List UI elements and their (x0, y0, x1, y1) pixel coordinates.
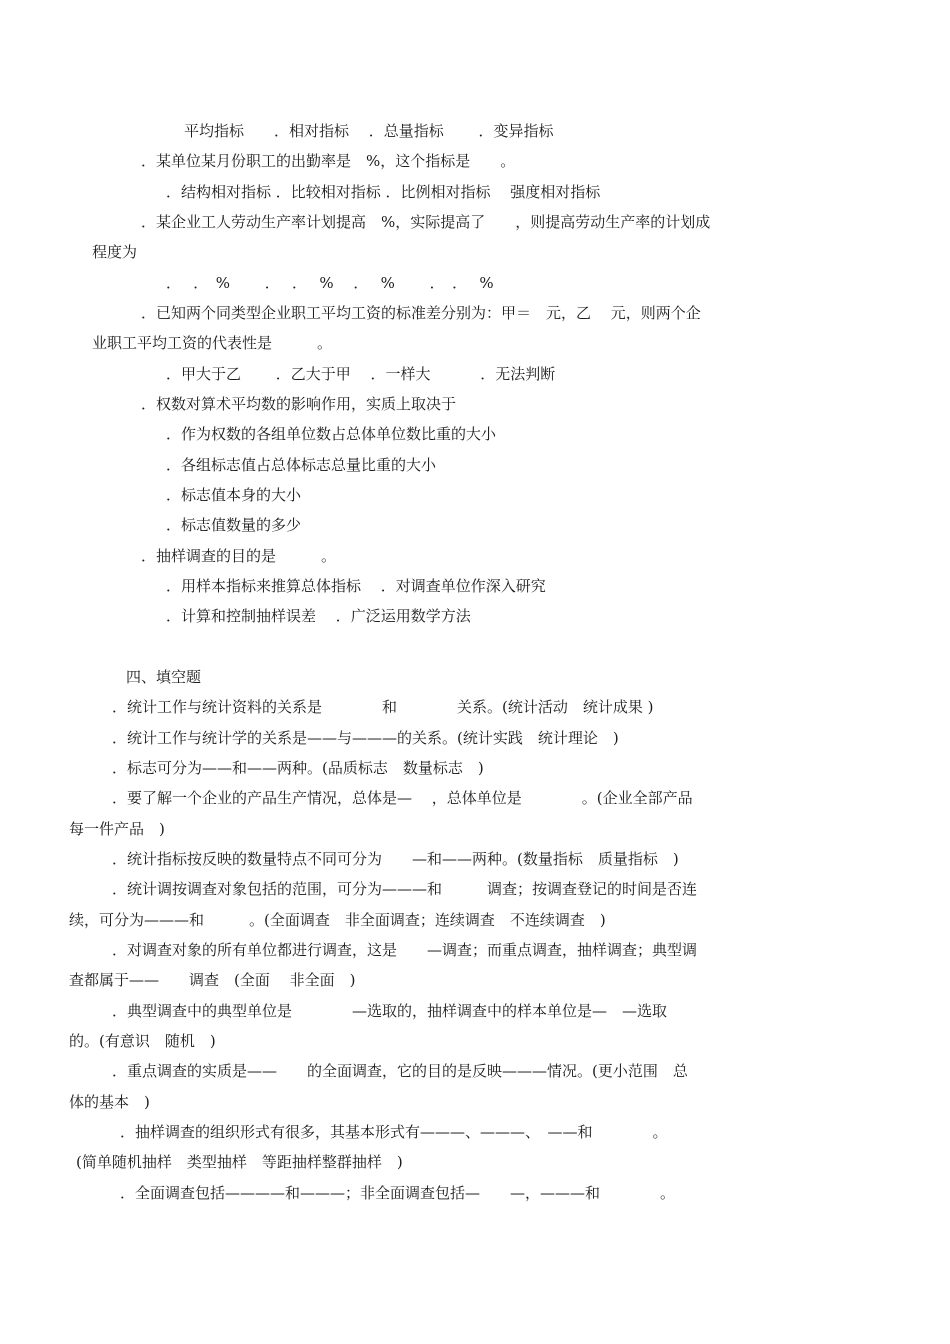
fill-blank-line: ．统计工作与统计资料的关系是 和 关系。(统计活动 统计成果 ) (112, 698, 654, 716)
question-line: ．抽样调查的目的是 。 (141, 547, 337, 565)
option-line: ．作为权数的各组单位数占总体单位数比重的大小 (166, 425, 497, 443)
option-line: ．标志值数量的多少 (166, 516, 302, 534)
option-line: ．计算和控制抽样误差 ．广泛运用数学方法 (166, 607, 471, 625)
fill-blank-line-continued: 的。(有意识 随机 ) (69, 1032, 216, 1050)
fill-blank-line: ．抽样调查的组织形式有很多，其基本形式有———、———、 ——和 。 (120, 1123, 668, 1141)
fill-blank-line: ．统计调按调查对象包括的范围，可分为———和 调查；按调查登记的时间是否连 (112, 880, 698, 898)
option-line: ．各组标志值占总体标志总量比重的大小 (166, 456, 437, 474)
fill-blank-line: ．对调查对象的所有单位都进行调查，这是 —调查；而重点调查，抽样调查；典型调 (112, 941, 698, 959)
fill-blank-line-continued: 查都属于—— 调查 (全面 非全面 ) (69, 971, 356, 989)
fill-blank-line-continued: 体的基本 ) (69, 1093, 150, 1111)
fill-blank-line: ．统计指标按反映的数量特点不同可分为 —和——两种。(数量指标 质量指标 ) (112, 850, 679, 868)
option-line: ．甲大于乙 ．乙大于甲 ．一样大 ．无法判断 (166, 365, 556, 383)
option-line: ．用样本指标来推算总体指标 ．对调查单位作深入研究 (166, 577, 546, 595)
fill-blank-line: ．全面调查包括————和———；非全面调查包括— —，———和 。 (120, 1184, 676, 1202)
fill-blank-line: ．要了解一个企业的产品生产情况，总体是— ，总体单位是 。(企业全部产品 (112, 789, 693, 807)
option-line: ．结构相对指标 ．比较相对指标 ．比例相对指标 强度相对指标 (166, 183, 601, 201)
question-line: ．已知两个同类型企业职工平均工资的标准差分别为：甲＝ 元，乙 元，则两个企 (141, 304, 701, 322)
fill-blank-line: ．标志可分为——和——两种。(品质标志 数量标志 ) (112, 759, 484, 777)
fill-blank-line: ．典型调查中的典型单位是 —选取的，抽样调查中的样本单位是— —选取 (112, 1002, 668, 1020)
question-line: ．某企业工人劳动生产率计划提高 %，实际提高了 ，则提高劳动生产率的计划成 (141, 213, 711, 231)
question-line-continued: 程度为 (92, 243, 138, 261)
fill-blank-line-continued: 续，可分为———和 。(全面调查 非全面调查；连续调查 不连续调查 ) (69, 911, 606, 929)
fill-blank-line: ．统计工作与统计学的关系是——与———的关系。(统计实践 统计理论 ) (112, 729, 619, 747)
fill-blank-line-continued: 每一件产品 ) (69, 820, 165, 838)
section-heading: 四、填空题 (126, 668, 202, 686)
question-line: ．某单位某月份职工的出勤率是 %，这个指标是 。 (141, 152, 516, 170)
question-line: ．权数对算术平均数的影响作用，实质上取决于 (141, 395, 457, 413)
option-line: 平均指标 ．相对指标 ．总量指标 ．变异指标 (184, 122, 554, 140)
fill-blank-line-continued: (简单随机抽样 类型抽样 等距抽样整群抽样 ) (76, 1153, 403, 1171)
question-line-continued: 业职工平均工资的代表性是 。 (92, 334, 333, 352)
option-line: ． ． % ． ． % ． % ． ． % (166, 274, 494, 292)
fill-blank-line: ．重点调查的实质是—— 的全面调查，它的目的是反映———情况。(更小范围 总 (112, 1062, 688, 1080)
option-line: ．标志值本身的大小 (166, 486, 302, 504)
